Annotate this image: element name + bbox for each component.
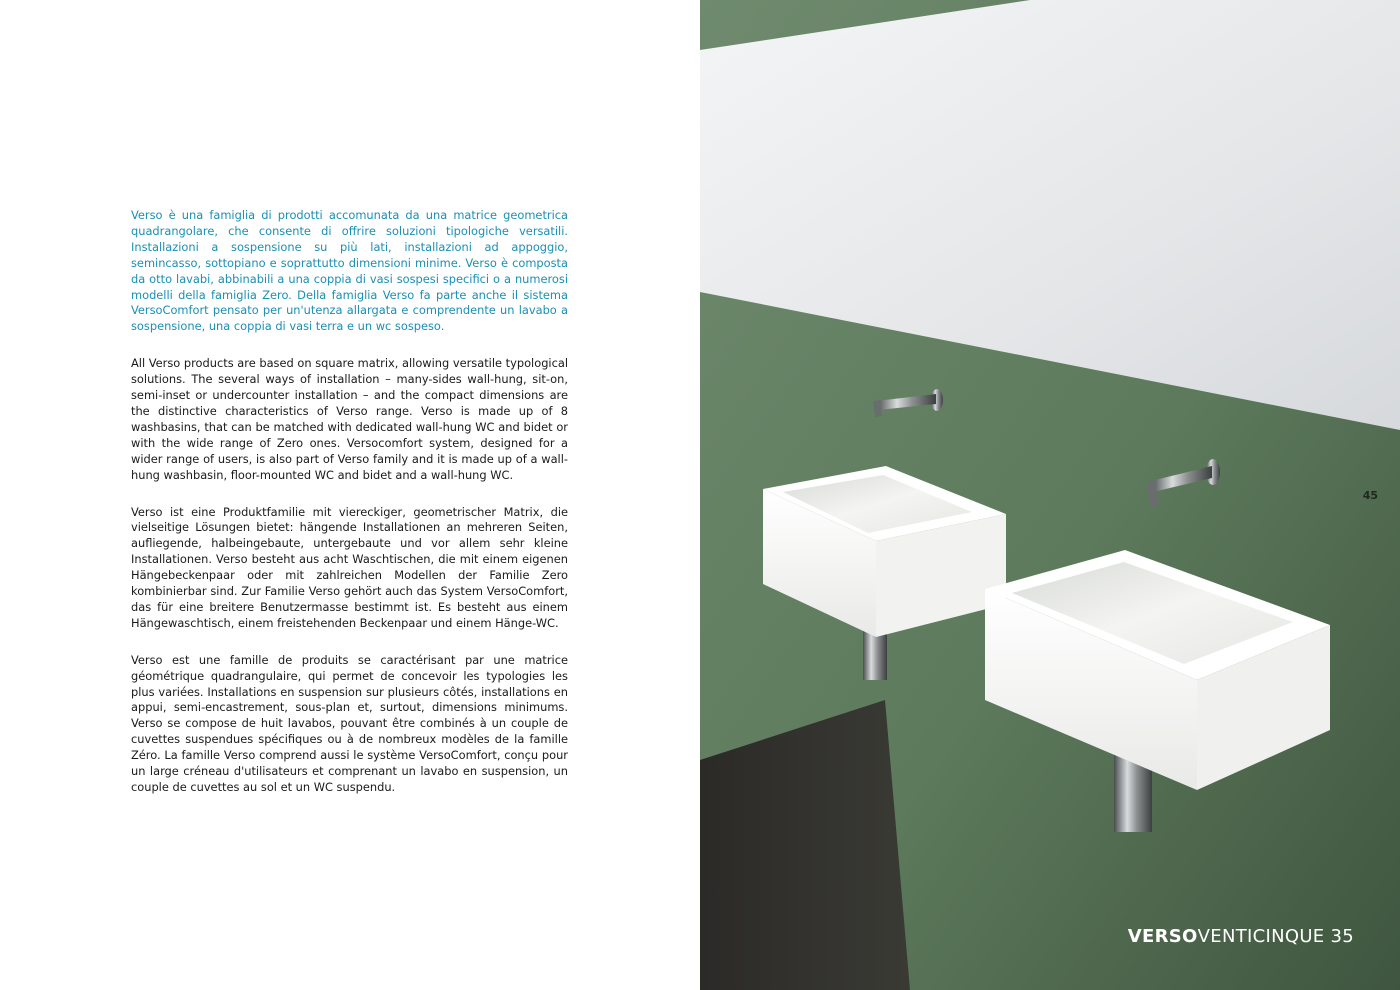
paragraph-french: Verso est une famille de produits se caractérisant par une matrice géométrique quadrangulaire, qui permet de concevoir les typologies les plus variées. Installations en suspension sur plusieurs côtés, installations en appui, semi-encastrement, sous-plan et, surtout, dimensions minimums. Verso se compose de huit lavabos, pouvant être combinés à un couple de cuvettes suspendues spécifiques ou à de nombreux modèles de la famille Zéro. La famille Verso comprend aussi le système VersoComfort, conçu pour un large créneau d'utilisateurs et comprenant un lavabo en suspension, un couple de cuvettes au sol et un WC suspendu. [131, 652, 568, 794]
right-page [700, 0, 1400, 990]
paragraph-german: Verso ist eine Produktfamilie mit viereckiger, geometrischer Matrix, die vielseitige Lösungen bietet: hängende Installationen an mehreren Seiten, aufliegende, halbeingebaute, untergebaute und vor allem sehr kleine Installationen. Verso besteht aus acht Waschtischen, die mit einem eigenen Hängebeckenpaar oder mit zahlreichen Modellen der Familie Zero kombinierbar sind. Zur Familie Verso gehört auch das System VersoComfort, das für eine breitere Benutzermasse bestimmt ist. Es besteht aus einem Hängewaschtisch, einem freistehenden Beckenpaar und einem Hänge-WC. [131, 504, 568, 630]
paragraph-italian: Verso è una famiglia di prodotti accomunata da una matrice geometrica quadrangolare, che consente di offrire soluzioni tipologiche versatili. Installazioni a sospensione su più lati, installazioni ad appoggio, semincasso, sottopiano e soprattutto dimensioni minime. Verso è composta da otto lavabi, abbinabili a una coppia di vasi sospesi specifici o a numerosi modelli della famiglia Zero. Della famiglia Verso fa parte anche il sistema VersoComfort pensato per un'utenza allargata e comprendente un lavabo a sospensione, una coppia di vasi terra e un wc sospeso. [131, 208, 568, 334]
product-photo [700, 0, 1400, 990]
paragraph-english: All Verso products are based on square matrix, allowing versatile typological solutions. The several ways of installation – many-sides wall-hung, sit-on, semi-inset or undercounter installation – and the compact dimensions are the distinctive characteristics of Verso range. Verso is made up of 8 washbasins, that can be matched with dedicated wall-hung WC and bidet or with the wide range of Zero ones. Versocomfort system, designed for a wider range of users, is also part of Verso family and it is made up of a wall-hung washbasin, floor-mounted WC and bidet and a wall-hung WC. [131, 356, 568, 482]
page-number: 45 [1362, 489, 1378, 502]
brand-light-text: VENTICINQUE 35 [1197, 926, 1354, 947]
footer-brand [1128, 926, 1354, 947]
text-column [131, 208, 568, 817]
brand-bold-text: VERSO [1127, 926, 1198, 947]
